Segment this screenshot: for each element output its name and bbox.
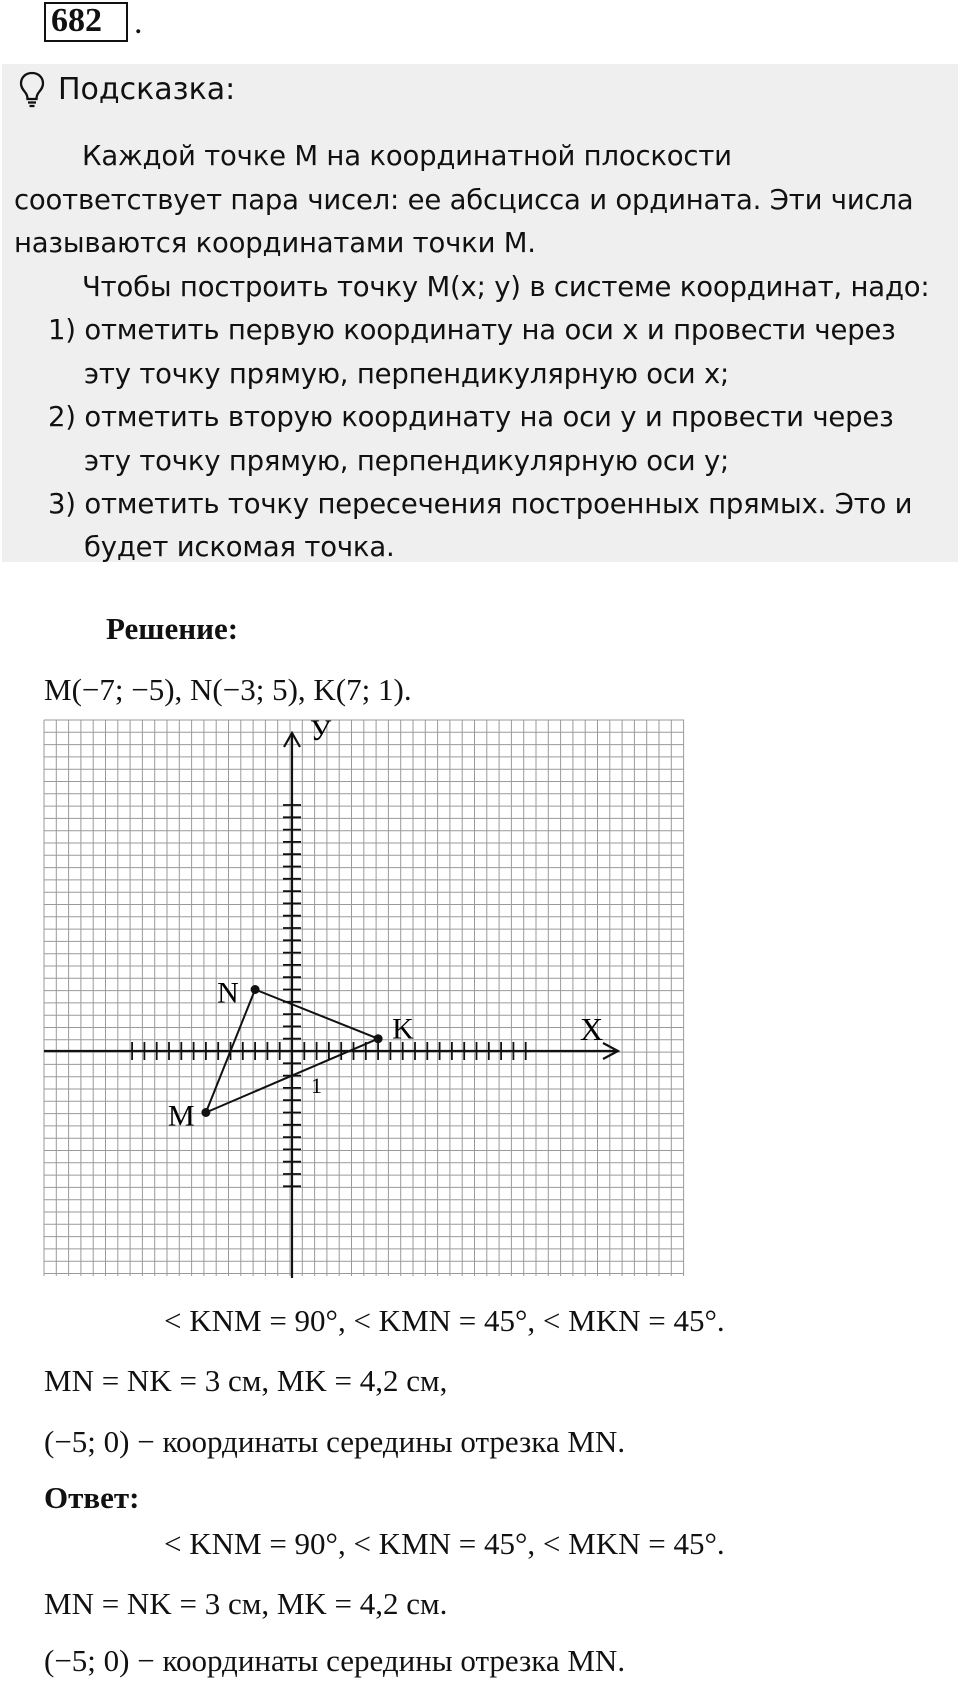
answer-midpoint-line: (−5; 0) − координаты середины отрезка MN. (44, 1643, 626, 1678)
hint-line: эту точку прямую, перпендикулярную оси x; (84, 358, 730, 390)
midpoint-line: (−5; 0) − координаты середины отрезка MN. (44, 1424, 626, 1459)
point-label: N (217, 976, 239, 1010)
x-axis-label: X (580, 1011, 604, 1047)
angles-line: < KNM = 90°, < KMN = 45°, < MKN = 45°. (164, 1303, 725, 1338)
hint-line: эту точку прямую, перпендикулярную оси y; (84, 445, 730, 477)
hint-line: называются координатами точки М. (14, 227, 536, 259)
lengths-line: MN = NK = 3 см, MK = 4,2 см, (44, 1363, 448, 1398)
task-number-dot: . (134, 4, 143, 41)
hint-line: Чтобы построить точку М(x; y) в системе координат, надо: (82, 271, 930, 303)
hint-line: соответствует пара чисел: ее абсцисса и ордината. Эти числа (14, 184, 914, 216)
answer-angles-line: < KNM = 90°, < KMN = 45°, < MKN = 45°. (164, 1526, 725, 1561)
task-number-value: 682 (51, 2, 102, 39)
answer-heading: Ответ: (44, 1480, 140, 1515)
triangle-side (255, 990, 378, 1039)
points-line: M(−7; −5), N(−3; 5), K(7; 1). (44, 672, 412, 707)
hint-title: Подсказка: (58, 72, 236, 107)
point-m (201, 1108, 210, 1117)
unit-label: 1 (311, 1073, 322, 1098)
hint-line: 1) отметить первую координату на оси x и провести через (48, 314, 896, 346)
y-axis-label: У (310, 714, 332, 747)
answer-lengths-line: MN = NK = 3 см, MK = 4,2 см. (44, 1586, 448, 1621)
grid (44, 720, 684, 1276)
point-k (374, 1034, 383, 1043)
point-label: K (392, 1012, 414, 1046)
hint-line: Каждой точке М на координатной плоскости (82, 140, 732, 172)
point-n (251, 985, 260, 994)
point-label: M (167, 1099, 195, 1133)
hint-line: 3) отметить точку пересечения построенных прямых. Это и (48, 488, 913, 520)
hint-line: будет искомая точка. (84, 531, 395, 563)
solution-heading: Решение: (106, 611, 239, 646)
hint-line: 2) отметить вторую координату на оси y и провести через (48, 401, 894, 433)
